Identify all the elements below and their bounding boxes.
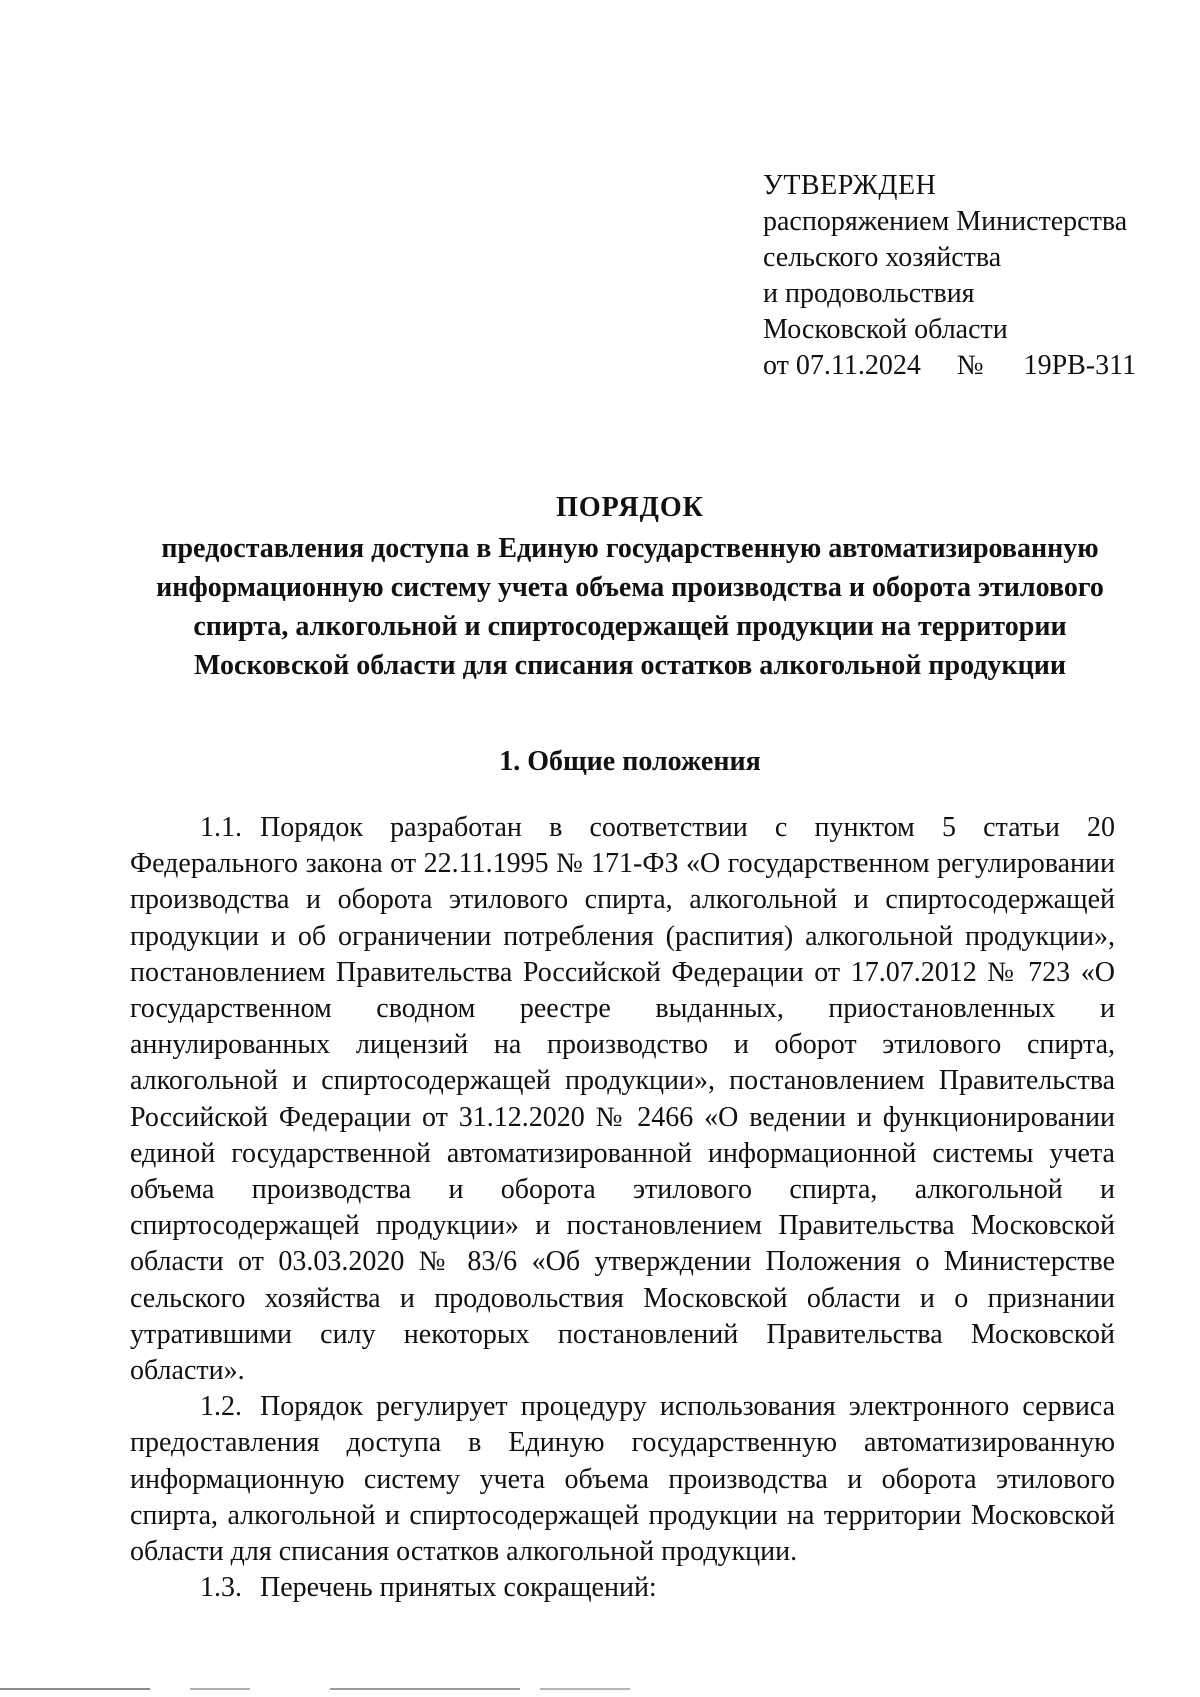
- document-title-line: информационную систему учета объема производства и оборота этилового: [156, 572, 1104, 603]
- approval-line: сельского хозяйства: [763, 242, 1002, 273]
- approval-line: и продовольствия: [763, 278, 975, 309]
- document-title-line: предоставления доступа в Единую государственную автоматизированную: [161, 533, 1099, 564]
- paragraph-1-1: [130, 810, 1115, 1389]
- approval-number: 19РВ-311: [1023, 350, 1137, 381]
- document-body: [130, 810, 1115, 1606]
- document-title: [130, 488, 1130, 685]
- paragraph-text: Порядок разработан в соответствии с пунктом 5 статьи 20 Федерального закона от 22.11.1995 № 171-ФЗ «О государственном регулировании производства и оборота этилового спирта, алкогольной и спиртосодержащей продукции и об ограничении потребления (распития) алкогольной продукции», постановлением Правительства Российской Федерации от 17.07.2012 № 723 «О государственном сводном реестре выданных, приостановленных и аннулированных лицензий на производство и оборот этилового спирта, алкогольной и спиртосодержащей продукции», постановлением Правительства Российской Федерации от 31.12.2020 № 2466 «О ведении и функционировании единой государственной автоматизированной информационной системы учета объема производства и оборота этилового спирта, алкогольной и спиртосодержащей продукции» и постановлением Правительства Московской области от 03.03.2020 № 83/6 «Об утверждении Положения о Министерстве сельского хозяйства и продовольствия Московской области и о признании утратившими силу некоторых постановлений Правительства Московской области».: [130, 812, 1115, 1387]
- approval-date-line: [763, 348, 1163, 384]
- paragraph-1-2: [130, 1389, 1115, 1570]
- approval-date: 07.11.2024: [795, 350, 921, 381]
- number-sign: №: [956, 350, 984, 381]
- paragraph-1-3: [130, 1570, 1115, 1606]
- document-title-line: Московской области для списания остатков алкогольной продукции: [193, 650, 1067, 681]
- scan-edge-mark: [540, 1688, 630, 1690]
- date-prefix: от: [763, 350, 789, 381]
- approval-line: Московской области: [763, 314, 1008, 345]
- paragraph-number: 1.3.: [200, 1572, 242, 1604]
- paragraph-number: 1.1.: [200, 812, 242, 843]
- paragraph-text: Порядок регулирует процедуру использования электронного сервиса предоставления доступа в Единую государственную автоматизированную информационную систему учета объема производства и оборота этилового спирта, алкогольной и спиртосодержащей продукции на территории Московской области для списания остатков алкогольной продукции.: [130, 1391, 1115, 1568]
- approval-line: распоряжением Министерства: [763, 206, 1128, 237]
- approval-stamp: [763, 168, 1163, 384]
- section-heading: 1. Общие положения: [499, 746, 761, 777]
- scan-edge-mark: [190, 1688, 250, 1690]
- scan-edge-mark: [0, 1688, 150, 1690]
- paragraph-text: Перечень принятых сокращений:: [260, 1572, 657, 1604]
- scan-edge-mark: [330, 1688, 520, 1690]
- paragraph-number: 1.2.: [200, 1391, 242, 1423]
- document-title-main: ПОРЯДОК: [556, 492, 704, 523]
- document-title-line: спирта, алкогольной и спиртосодержащей продукции на территории: [193, 611, 1067, 642]
- approval-heading: УТВЕРЖДЕН: [763, 170, 937, 201]
